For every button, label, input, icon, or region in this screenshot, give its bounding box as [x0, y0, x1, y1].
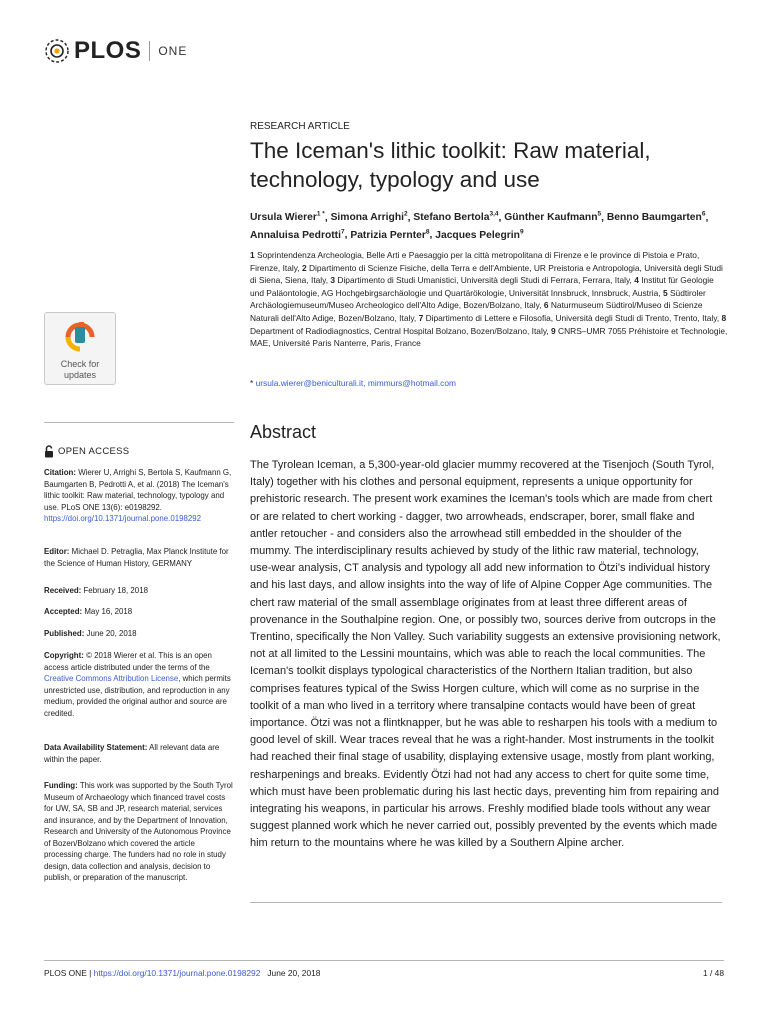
accepted-date: Accepted: May 16, 2018 — [44, 607, 133, 616]
citation: Citation: Wierer U, Arrighi S, Bertola S, Kaufmann G, Baumgarten B, Pedrotti A, et al. (2018) The Iceman's lithic toolkit: Raw material, technology, typology and use. PLoS ONE 13(6): e0198292. https://doi.org/10.1371/journal.pone.0198292 — [44, 468, 232, 523]
author[interactable]: Benno Baumgarten$^6$ — [606, 211, 706, 224]
editor: Editor: Michael D. Petraglia, Max Planck Institute for the Science of Human History, GERMANY — [44, 547, 229, 568]
author[interactable]: Ursula Wierer$^{1 *}$ — [250, 211, 325, 224]
journal-name: ONE — [158, 44, 188, 58]
check-for-updates-icon — [64, 319, 96, 353]
article-title: The Iceman's lithic toolkit: Raw material, technology, typology and use — [250, 138, 651, 192]
open-lock-icon — [44, 445, 54, 458]
author[interactable]: Patrizia Pernter$^8$ — [350, 228, 430, 241]
check-for-updates-badge[interactable] — [44, 312, 116, 385]
data-availability: Data Availability Statement: All relevant data are within the paper. — [44, 743, 220, 764]
received-date: Received: February 18, 2018 — [44, 586, 148, 595]
citation-doi-link[interactable]: https://doi.org/10.1371/journal.pone.0198292 — [44, 514, 202, 523]
divider — [44, 422, 234, 423]
page-footer: PLOS ONE | https://doi.org/10.1371/journal.pone.0198292 June 20, 2018 — [44, 968, 321, 978]
logo-divider — [149, 41, 150, 61]
plos-one-logo[interactable] — [44, 36, 187, 66]
divider — [250, 902, 722, 903]
article-type: RESEARCH ARTICLE — [250, 121, 350, 132]
page-number: 1 / 48 — [703, 968, 724, 978]
open-access-label[interactable]: OPEN ACCESS — [44, 445, 129, 458]
check-for-updates-label-1: Check for — [60, 359, 100, 369]
corresponding-email[interactable]: * ursula.wierer@beniculturali.it, mimmurs@hotmail.com — [250, 378, 456, 388]
author-list: Ursula Wierer$^{1 *}$, Simona Arrighi$^2$, Stefano Bertola$^{3,4}$, Günther Kaufmann$^5$, Benno Baumgarten$^6$, Annaluisa Pedrotti$^7$, Patrizia Pernter$^8$, Jacques Pelegrin$^9$ — [250, 211, 709, 241]
published-date: Published: June 20, 2018 — [44, 629, 137, 638]
abstract-text: The Tyrolean Iceman, a 5,300-year-old glacier mummy recovered at the Tisenjoch (South Tyrol, Italy) together with his clothes and personal equipment, represents a unique opportunity for prehistoric research. The present work examines the Iceman's tools which are made from chert or are related to chert working - dagger, two arrowheads, endscraper, borer, small flake and antler retoucher - and considers also the arrowhead still embedded in the shoulder of the mummy. The interdisciplinary results achieved by study of the lithic raw material, technology, use-wear analysis, CT analysis and typology all add new information to Ötzi's individual history and his last days, and allow insights into the way of life of Alpine Copper Age communities. The chert raw material of the small assemblage originates from at least three different areas of provenance in the Southalpine region. One, or possibly two, sources derive from outcrops in the Trentino, specifically the Non Valley. Such variability suggests an extensive provisioning network, not at all limited to the Lessini mountains, which was able to reach the local communities. The Iceman's toolkit displays typological characteristics of the Northern Italian tradition, but also comprises features typical of the Swiss Horgen culture, which will come as no surprise in the toolkit of a man who lived in a territory where transalpine contacts would have been of great importance. Ötzi was not a flintknapper, but he was able to resharpen his tools with a medium to good level of skill. Wear traces reveal that he was a right-hander. Most instruments in the toolkit had reached their final stage of usability, displaying extensive usage, mostly from plant working, resharpenings and breaks. Evidently Ötzi had not had any access to chert for quite some time, which must have been problematic during his last hectic days, preventing him from repairing and integrating his weapons, in particular his arrows. Freshly modified blade tools without any wear suggest planned work which he never carried out, possibly prevented by the events which made him return to the mountains where he was killed by a Southern Alpine archer. — [250, 459, 721, 850]
author[interactable]: Jacques Pelegrin$^9$ — [435, 228, 524, 241]
brand-name: PLOS — [74, 37, 142, 64]
copyright: Copyright: © 2018 Wierer et al. This is an open access article distributed under the terms of the Creative Commons Attribution License, which permits unrestricted use, distribution, and reproduction in any medium, provided the original author and source are credited. — [44, 651, 231, 718]
author[interactable]: Simona Arrighi$^2$ — [330, 211, 408, 224]
author[interactable]: Stefano Bertola$^{3,4}$ — [413, 211, 499, 224]
funding: Funding: This work was supported by the South Tyrol Museum of Archaeology which financed travel costs for UW, SA, SB and JP, research material, services and insurance, and by the Department of Innovation, Research and University of the Autonomous Province of Bozen/Bolzano which covered the article processing charge. The funders had no role in study design, data collection and analysis, decision to publish, or preparation of the manuscript. — [44, 781, 233, 882]
author[interactable]: Annaluisa Pedrotti$^7$ — [250, 228, 345, 241]
footer-doi-link[interactable]: https://doi.org/10.1371/journal.pone.0198292 — [93, 968, 261, 978]
author[interactable]: Günther Kaufmann$^5$ — [504, 211, 602, 224]
plos-flower-icon — [44, 38, 70, 64]
abstract-heading: Abstract — [250, 422, 317, 442]
license-link[interactable]: Creative Commons Attribution License — [44, 674, 179, 683]
affiliations: 1 Soprintendenza Archeologia, Belle Arti e Paesaggio per la città metropolitana di Firenze e le province di Pistoia e Prato, Firenze, Italy, 2 Dipartimento di Scienze Fisiche, della Terra e dell'Ambiente, UR Preistoria e Antropologia, Università degli Studi di Siena, Siena, Italy, 3 Dipartimento di Studi Umanistici, Università degli Studi di Ferrara, Ferrara, Italy, 4 Institut für Geologie und Paläontologie, AG Hochgebirgsarchäologie und Quartärökologie, Universität Innsbruck, Innsbruck, Austria, 5 Südtiroler Archäologiemuseum/Museo Archeologico dell'Alto Adige, Bozen/Bolzano, Italy, 6 Naturmuseum Südtirol/Museo di Scienze Naturali dell'Alto Adige, Bozen/Bolzano, Italy, 7 Dipartimento di Lettere e Filosofia, Università degli Studi di Trento, Trento, Italy, 8 Department of Radiodiagnostics, Central Hospital Bolzano, Bozen/Bolzano, Italy, 9 CNRS–UMR 7055 Préhistoire et Technologie, MAE, Université Paris Nanterre, Paris, France — [250, 250, 728, 349]
check-for-updates-label-2: updates — [63, 370, 97, 380]
footer-divider — [44, 960, 724, 961]
